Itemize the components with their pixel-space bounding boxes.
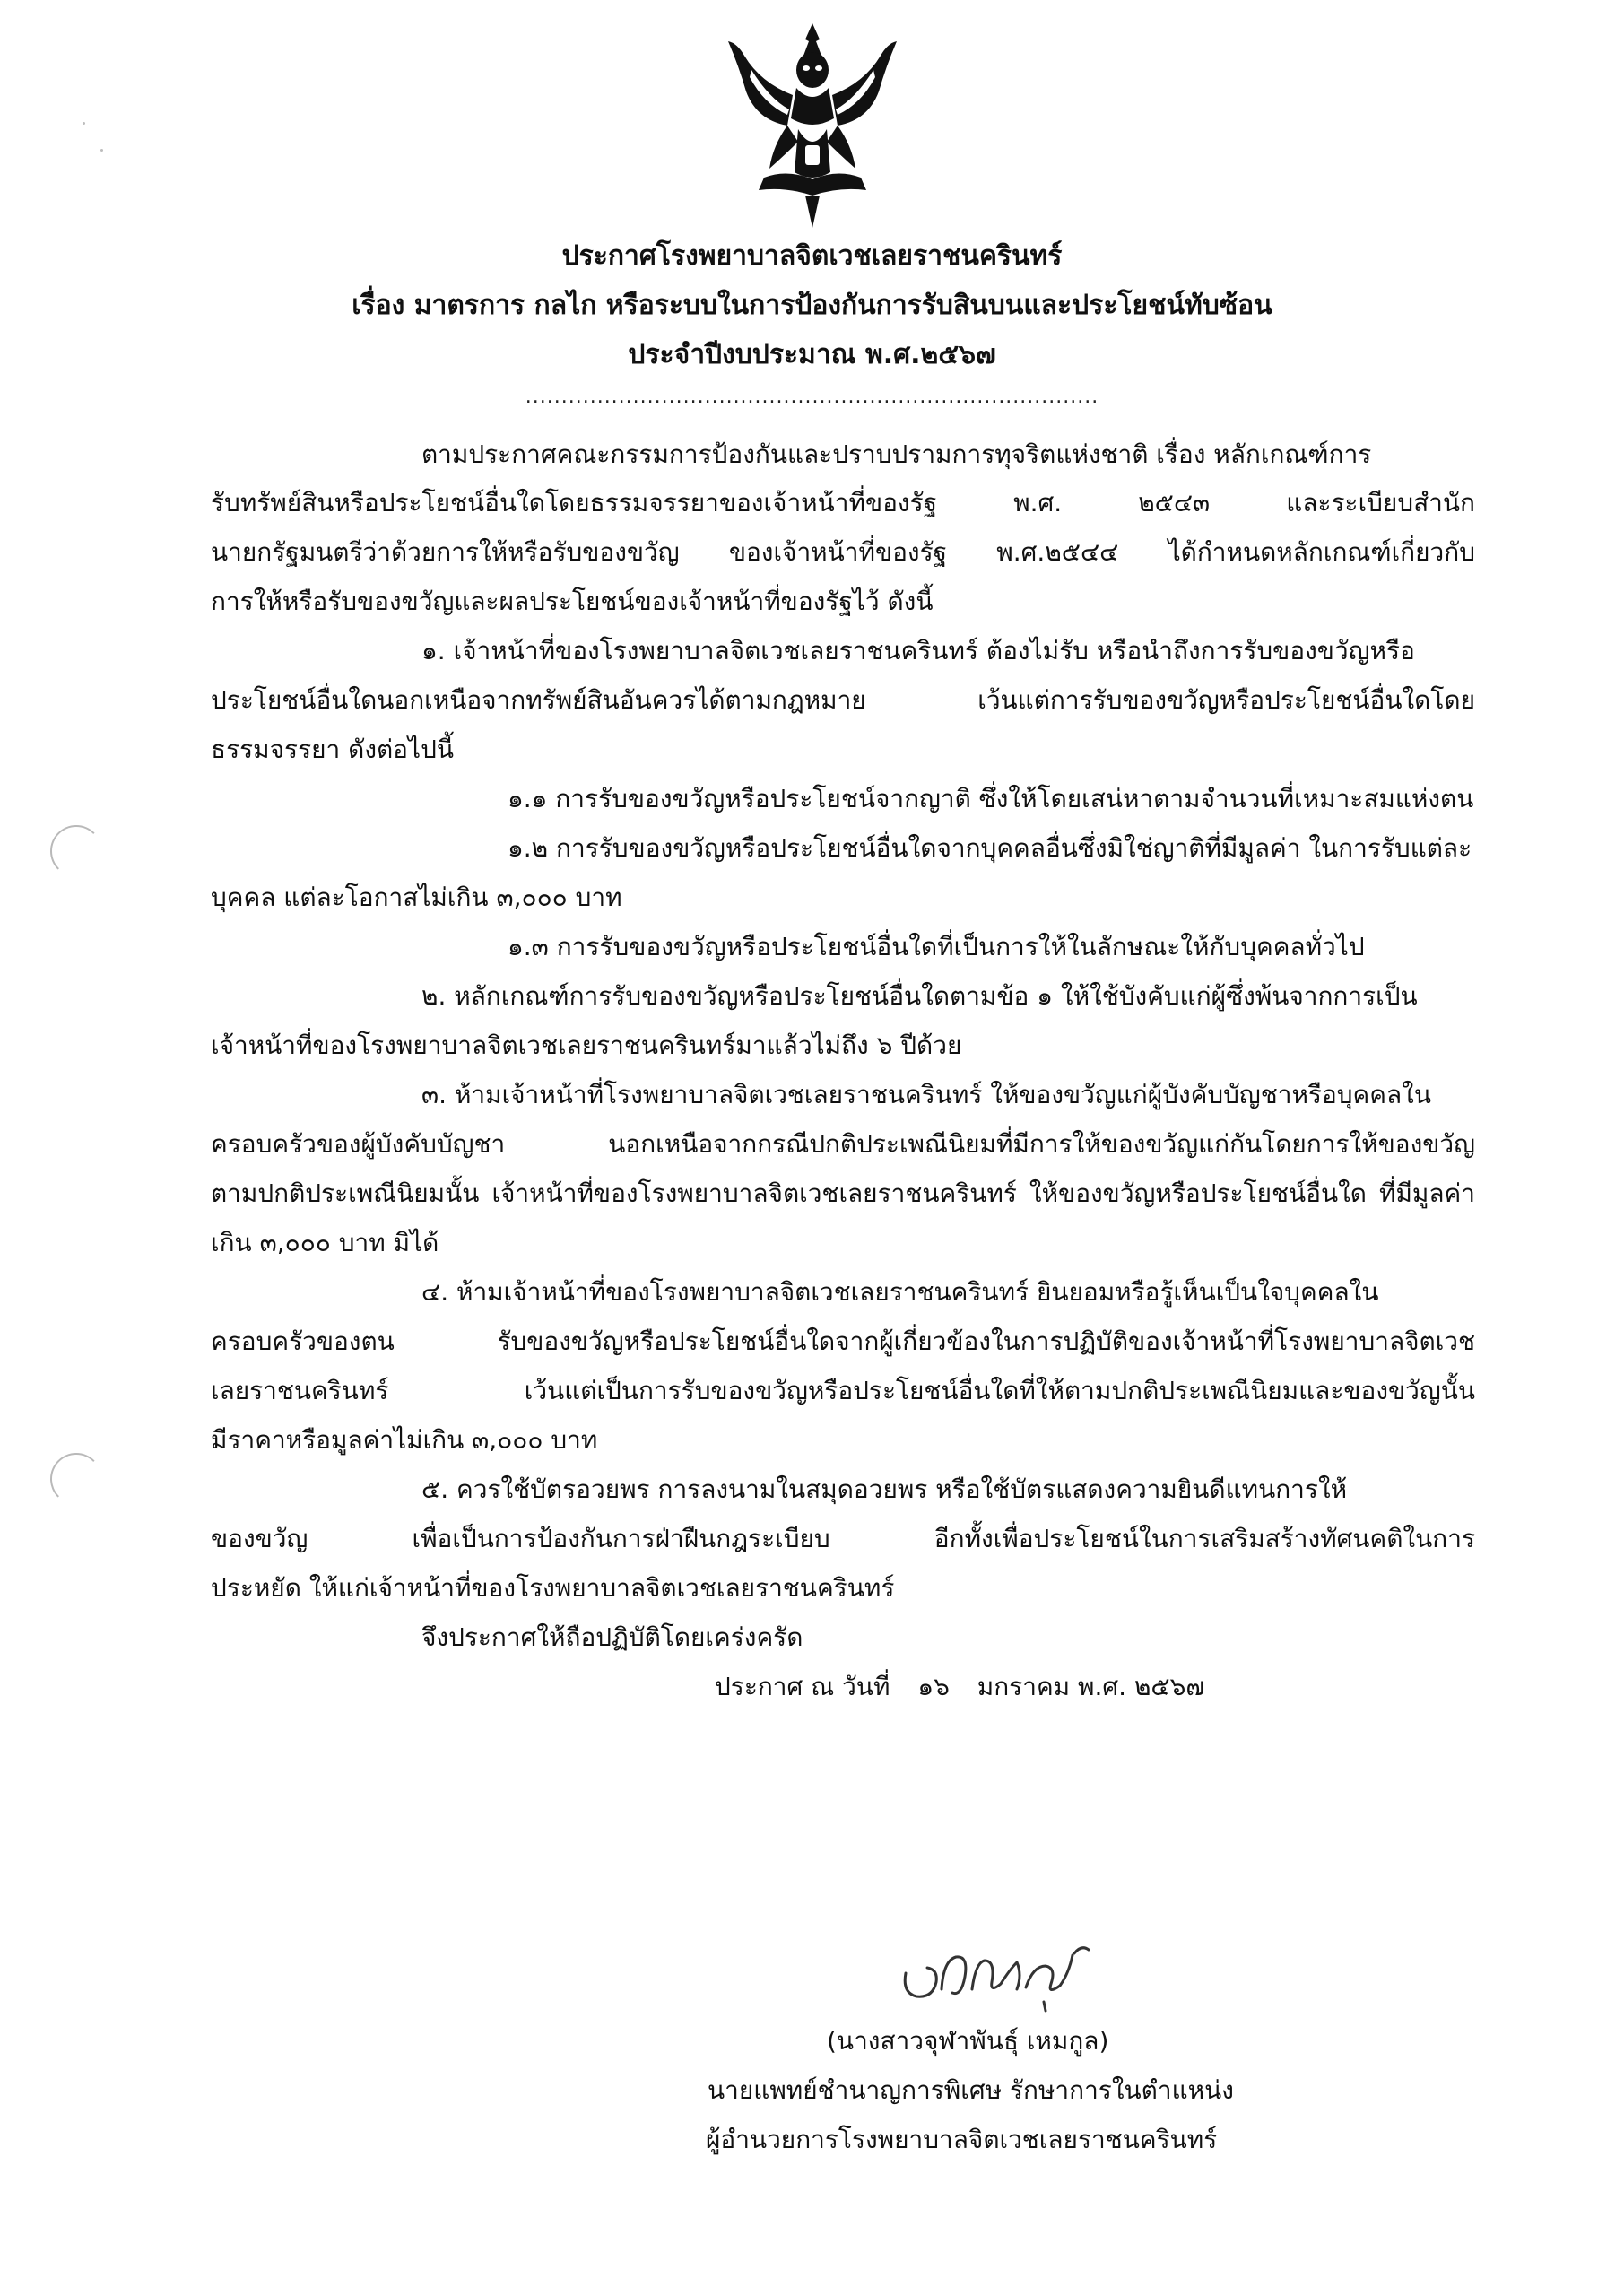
item-3-line: ๓. ห้ามเจ้าหน้าที่โรงพยาบาลจิตเวชเลยราชนครินทร์ ให้ของขวัญแก่ผู้บังคับบัญชาหรือบุคคลใน bbox=[421, 1080, 1431, 1109]
signer-position: ผู้อำนวยการโรงพยาบาลจิตเวชเลยราชนครินทร์ bbox=[706, 2125, 1218, 2154]
garuda-emblem bbox=[725, 20, 900, 231]
handwritten-signature bbox=[890, 1930, 1105, 2015]
signer-position: นายแพทย์ชำนาญการพิเศษ รักษาการในตำแหน่ง bbox=[708, 2075, 1234, 2105]
item-1-2-line: ๑.๒ การรับของขวัญหรือประโยชน์อื่นใดจากบุคคลอื่นซึ่งมิใช่ญาติที่มีมูลค่า ในการรับแต่ละ bbox=[508, 833, 1472, 863]
preamble-line: นายกรัฐมนตรีว่าด้วยการให้หรือรับของขวัญ ของเจ้าหน้าที่ของรัฐ พ.ศ.๒๕๔๔ ได้กำหนดหลักเกณฑ์เกี่ยวกับ bbox=[211, 537, 1475, 567]
punch-hole-mark bbox=[50, 1453, 102, 1505]
item-4-line: มีราคาหรือมูลค่าไม่เกิน ๓,๐๐๐ บาท bbox=[211, 1425, 598, 1455]
item-3-line: เกิน ๓,๐๐๐ บาท มิได้ bbox=[211, 1228, 439, 1257]
item-5-line: ๕. ควรใช้บัตรอวยพร การลงนามในสมุดอวยพร หรือใช้บัตรแสดงความยินดีแทนการให้ bbox=[421, 1474, 1348, 1504]
item-1-1: ๑.๑ การรับของขวัญหรือประโยชน์จากญาติ ซึ่งให้โดยเสน่หาตามจำนวนที่เหมาะสมแห่งตน bbox=[508, 784, 1474, 813]
item-2-line: เจ้าหน้าที่ของโรงพยาบาลจิตเวชเลยราชนครินทร์มาแล้วไม่ถึง ๖ ปีด้วย bbox=[211, 1031, 962, 1060]
preamble-line: การให้หรือรับของขวัญและผลประโยชน์ของเจ้าหน้าที่ของรัฐไว้ ดังนี้ bbox=[211, 587, 934, 616]
announcement-title: ประกาศโรงพยาบาลจิตเวชเลยราชนครินทร์ bbox=[561, 240, 1063, 272]
punch-hole-mark bbox=[50, 825, 102, 877]
item-1-line: ธรรมจรรยา ดังต่อไปนี้ bbox=[211, 735, 454, 764]
item-5-line: ประหยัด ให้แก่เจ้าหน้าที่ของโรงพยาบาลจิตเวชเลยราชนครินทร์ bbox=[211, 1573, 895, 1603]
closing-statement: จึงประกาศให้ถือปฏิบัติโดยเคร่งครัด bbox=[421, 1622, 803, 1652]
item-2-line: ๒. หลักเกณฑ์การรับของขวัญหรือประโยชน์อื่นใดตามข้อ ๑ ให้ใช้บังคับแก่ผู้ซึ่งพ้นจากการเป็น bbox=[421, 981, 1418, 1011]
signer-name: (นางสาวจุฬาพันธุ์ เหมกูล) bbox=[827, 2026, 1109, 2056]
announce-month-year: มกราคม พ.ศ. ๒๕๖๗ bbox=[977, 1672, 1205, 1701]
item-1-3: ๑.๓ การรับของขวัญหรือประโยชน์อื่นใดที่เป็นการให้ในลักษณะให้กับบุคคลทั่วไป bbox=[508, 932, 1365, 961]
item-4-line: เลยราชนครินทร์ เว้นแต่เป็นการรับของขวัญหรือประโยชน์อื่นใดที่ให้ตามปกติประเพณีนิยมและของขวัญนั้น bbox=[211, 1376, 1475, 1405]
item-4-line: ครอบครัวของตน รับของขวัญหรือประโยชน์อื่นใดจากผู้เกี่ยวข้องในการปฏิบัติของเจ้าหน้าที่โรงพยาบาลจิตเวช bbox=[211, 1326, 1475, 1356]
announce-prefix: ประกาศ ณ วันที่ bbox=[715, 1672, 890, 1701]
announce-date bbox=[715, 1669, 1204, 1705]
header-separator: ................................................................................ bbox=[525, 386, 1099, 408]
item-1-line: ๑. เจ้าหน้าที่ของโรงพยาบาลจิตเวชเลยราชนครินทร์ ต้องไม่รับ หรือนำถึงการรับของขวัญหรือ bbox=[421, 636, 1415, 665]
announce-day: ๑๖ bbox=[917, 1672, 950, 1701]
item-3-line: ตามปกติประเพณีนิยมนั้น เจ้าหน้าที่ของโรงพยาบาลจิตเวชเลยราชนครินทร์ ให้ของขวัญหรือประโยชน์อื่นใด ที่มีมูลค่า bbox=[211, 1178, 1475, 1208]
preamble-line: รับทรัพย์สินหรือประโยชน์อื่นใดโดยธรรมจรรยาของเจ้าหน้าที่ของรัฐ พ.ศ. ๒๕๔๓ และระเบียบสำนัก bbox=[211, 488, 1475, 517]
scan-speck bbox=[83, 122, 85, 125]
item-4-line: ๔. ห้ามเจ้าหน้าที่ของโรงพยาบาลจิตเวชเลยราชนครินทร์ ยินยอมหรือรู้เห็นเป็นใจบุคคลใน bbox=[421, 1277, 1379, 1307]
announcement-subject: เรื่อง มาตรการ กลไก หรือระบบในการป้องกันการรับสินบนและประโยชน์ทับซ้อน bbox=[352, 290, 1272, 321]
item-5-line: ของขวัญ เพื่อเป็นการป้องกันการฝ่าฝืนกฎระเบียบ อีกทั้งเพื่อประโยชน์ในการเสริมสร้างทัศนคติในการ bbox=[211, 1524, 1475, 1553]
scan-speck bbox=[100, 149, 103, 152]
item-1-2-line: บุคคล แต่ละโอกาสไม่เกิน ๓,๐๐๐ บาท bbox=[211, 883, 622, 912]
fiscal-year: ประจำปีงบประมาณ พ.ศ.๒๕๖๗ bbox=[628, 339, 996, 370]
preamble-line: ตามประกาศคณะกรรมการป้องกันและปราบปรามการทุจริตแห่งชาติ เรื่อง หลักเกณฑ์การ bbox=[421, 439, 1372, 469]
item-3-line: ครอบครัวของผู้บังคับบัญชา นอกเหนือจากกรณีปกติประเพณีนิยมที่มีการให้ของขวัญแก่กันโดยการให้ของขวัญ bbox=[211, 1129, 1475, 1159]
item-1-line: ประโยชน์อื่นใดนอกเหนือจากทรัพย์สินอันควรได้ตามกฎหมาย เว้นแต่การรับของขวัญหรือประโยชน์อื่นใดโดย bbox=[211, 685, 1475, 715]
